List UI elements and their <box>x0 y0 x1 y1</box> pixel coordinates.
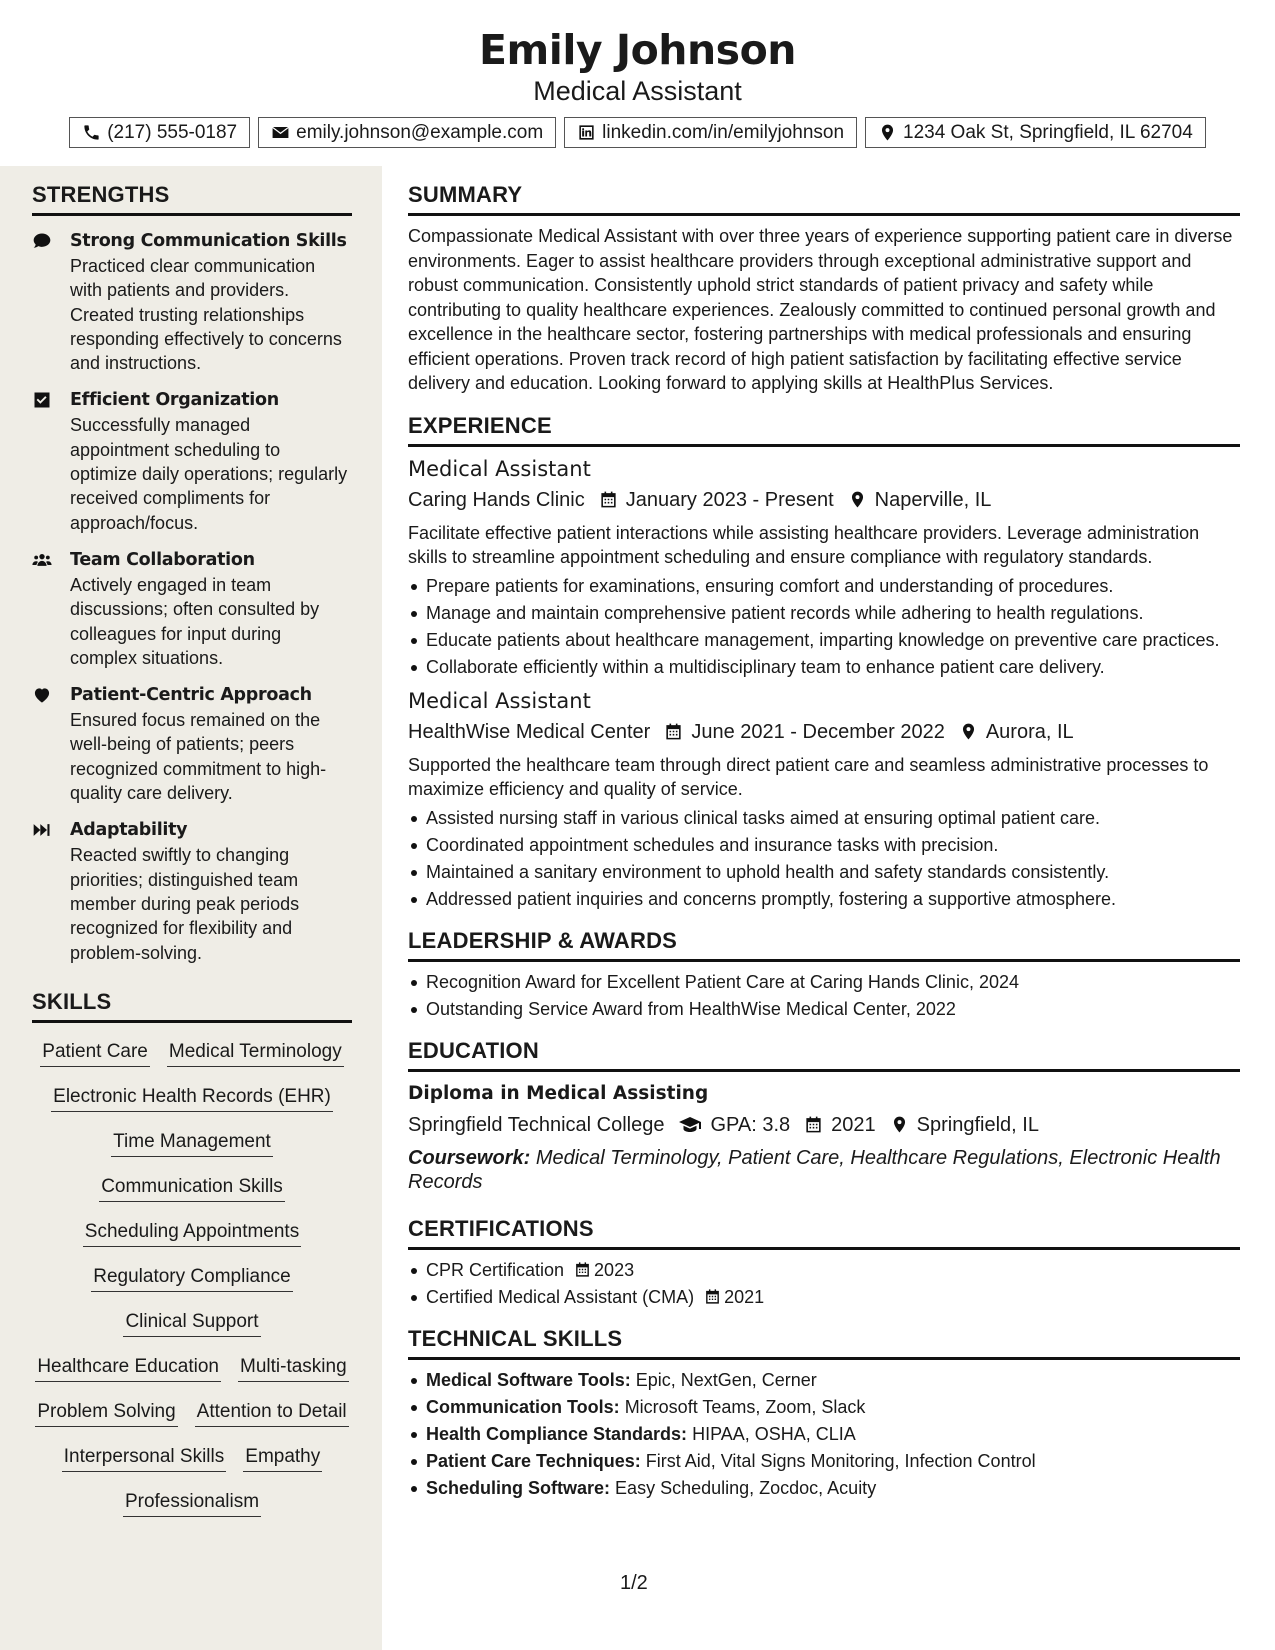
degree-title: Diploma in Medical Assisting <box>408 1082 709 1104</box>
graduation-cap-icon <box>678 1113 702 1137</box>
main-content <box>408 166 1240 1503</box>
coursework-list: Medical Terminology, Patient Care, Healthcare Regulations, Electronic Health Records <box>408 1146 1221 1193</box>
envelope-icon <box>271 123 290 142</box>
strength-title: Efficient Organization <box>70 390 279 411</box>
strength-item <box>32 547 350 670</box>
skill-tag: Scheduling Appointments <box>83 1219 301 1247</box>
calendar-icon <box>574 1261 591 1278</box>
contact-bar <box>0 117 1275 148</box>
contact-address[interactable] <box>865 117 1206 148</box>
strength-item <box>32 387 350 534</box>
technical-skill-item <box>408 1449 1240 1473</box>
strength-text: Successfully managed appointment scheduling to optimize daily operations; regularly received compliments for approach/focus. <box>70 415 348 533</box>
strength-item <box>32 682 350 805</box>
map-pin-icon <box>848 490 867 509</box>
job-company: HealthWise Medical Center <box>408 720 651 743</box>
list-item: Assisted nursing staff in various clinical tasks aimed at ensuring optimal patient care. <box>408 806 1240 830</box>
technical-skill-item <box>408 1368 1240 1392</box>
map-pin-icon <box>959 722 978 741</box>
skill-tag: Regulatory Compliance <box>91 1264 293 1292</box>
technical-skill-item <box>408 1395 1240 1419</box>
map-pin-icon <box>890 1115 909 1134</box>
contact-linkedin[interactable] <box>564 117 857 148</box>
school-name: Springfield Technical College <box>408 1113 665 1136</box>
strength-text: Practiced clear communication with patients and providers. Created trusting relationships responding effectively to concerns and instructions. <box>70 256 342 374</box>
technical-skills-heading: TECHNICAL SKILLS <box>408 1326 1240 1360</box>
job-location: Aurora, IL <box>985 720 1074 743</box>
list-item: Prepare patients for examinations, ensuring comfort and understanding of procedures. <box>408 574 1240 598</box>
contact-email[interactable] <box>258 117 556 148</box>
fast-forward-icon <box>32 820 52 840</box>
list-item: Maintained a sanitary environment to uphold health and safety standards consistently. <box>408 860 1240 884</box>
education-heading: EDUCATION <box>408 1038 1240 1072</box>
strength-text: Actively engaged in team discussions; often consulted by colleagues for input during complex situations. <box>70 574 320 668</box>
job-company: Caring Hands Clinic <box>408 488 585 511</box>
contact-phone[interactable] <box>69 117 250 148</box>
certification-item <box>408 1285 1240 1309</box>
resume-header <box>0 0 1275 148</box>
summary-heading: SUMMARY <box>408 182 1240 216</box>
contact-linkedin-text: linkedin.com/in/emilyjohnson <box>602 121 845 143</box>
linkedin-icon <box>577 123 596 142</box>
certification-name: Certified Medical Assistant (CMA) <box>426 1286 695 1307</box>
technical-skill-value: Microsoft Teams, Zoom, Slack <box>624 1396 866 1417</box>
job-description: Facilitate effective patient interactions while assisting healthcare providers. Leverage administration skills to streamline appointment scheduling and ensure compliance with regulatory standards. <box>408 522 1200 567</box>
technical-skill-label: Patient Care Techniques: <box>426 1450 641 1471</box>
technical-skill-label: Health Compliance Standards: <box>426 1423 688 1444</box>
skill-tag: Communication Skills <box>99 1174 285 1202</box>
coursework-label: Coursework: <box>408 1146 531 1169</box>
calendar-icon <box>704 1288 721 1305</box>
skill-tag: Attention to Detail <box>195 1399 349 1427</box>
technical-skill-label: Medical Software Tools: <box>426 1369 631 1390</box>
skill-tag: Professionalism <box>123 1489 261 1517</box>
contact-email-text: emily.johnson@example.com <box>296 121 544 143</box>
page-number: 1/2 <box>620 1572 648 1594</box>
job-dates: June 2021 - December 2022 <box>691 720 945 743</box>
technical-skill-item <box>408 1422 1240 1446</box>
technical-skill-label: Scheduling Software: <box>426 1477 611 1498</box>
coursework <box>408 1146 1240 1194</box>
strength-title: Adaptability <box>70 820 188 841</box>
job-entry <box>408 688 1240 911</box>
technical-skill-item <box>408 1476 1240 1500</box>
certification-item <box>408 1258 1240 1282</box>
list-item: Coordinated appointment schedules and insurance tasks with precision. <box>408 833 1240 857</box>
graduation-year: 2021 <box>831 1113 876 1136</box>
sidebar <box>0 166 382 1650</box>
candidate-role: Medical Assistant <box>533 76 742 106</box>
users-icon <box>32 550 52 570</box>
skill-tag: Empathy <box>243 1444 322 1472</box>
list-item: Recognition Award for Excellent Patient Care at Caring Hands Clinic, 2024 <box>408 970 1240 994</box>
skill-tag: Interpersonal Skills <box>62 1444 227 1472</box>
certification-name: CPR Certification <box>426 1259 565 1280</box>
phone-icon <box>82 123 101 142</box>
technical-skills-list <box>408 1368 1240 1500</box>
technical-skill-value: Epic, NextGen, Cerner <box>635 1369 817 1390</box>
contact-address-text: 1234 Oak St, Springfield, IL 62704 <box>903 121 1193 143</box>
job-description: Supported the healthcare team through direct patient care and seamless administrative processes to maximize efficiency and quality of service. <box>408 754 1209 799</box>
awards-list <box>408 970 1240 1021</box>
job-entry <box>408 456 1240 679</box>
skill-tag: Multi-tasking <box>238 1354 349 1382</box>
strengths-heading: STRENGTHS <box>32 182 352 216</box>
strength-title: Patient-Centric Approach <box>70 685 312 706</box>
list-item: Educate patients about healthcare management, imparting knowledge on preventive care practices. <box>408 628 1240 652</box>
speech-bubble-icon <box>32 231 52 251</box>
job-meta <box>408 485 1240 515</box>
skill-tag: Problem Solving <box>35 1399 177 1427</box>
contact-phone-text: (217) 555-0187 <box>107 121 238 143</box>
calendar-icon <box>664 722 683 741</box>
skill-tag: Electronic Health Records (EHR) <box>51 1084 333 1112</box>
candidate-name: Emily Johnson <box>479 26 796 74</box>
awards-heading: LEADERSHIP & AWARDS <box>408 928 1240 962</box>
strength-text: Reacted swiftly to changing priorities; distinguished team member during peak periods recognized for flexibility and problem-solving. <box>70 845 300 963</box>
skill-tag: Patient Care <box>40 1039 150 1067</box>
skills-list <box>32 1039 352 1534</box>
education-meta <box>408 1110 1240 1140</box>
skill-tag: Clinical Support <box>123 1309 260 1337</box>
strength-text: Ensured focus remained on the well-being of patients; peers recognized commitment to high-quality care delivery. <box>70 710 327 804</box>
job-title: Medical Assistant <box>408 456 591 481</box>
list-item: Manage and maintain comprehensive patient records while adhering to health regulations. <box>408 601 1240 625</box>
technical-skill-value: Easy Scheduling, Zocdoc, Acuity <box>615 1477 877 1498</box>
heart-icon <box>32 685 52 705</box>
job-title: Medical Assistant <box>408 688 591 713</box>
technical-skill-label: Communication Tools: <box>426 1396 620 1417</box>
skill-tag: Time Management <box>111 1129 273 1157</box>
skill-tag: Healthcare Education <box>35 1354 221 1382</box>
job-dates: January 2023 - Present <box>625 488 834 511</box>
certifications-heading: CERTIFICATIONS <box>408 1216 1240 1250</box>
certification-year: 2021 <box>724 1286 765 1307</box>
job-meta <box>408 717 1240 747</box>
certification-year: 2023 <box>594 1259 635 1280</box>
experience-heading: EXPERIENCE <box>408 413 1240 447</box>
technical-skill-value: First Aid, Vital Signs Monitoring, Infection Control <box>645 1450 1036 1471</box>
certifications-list <box>408 1258 1240 1309</box>
list-item: Outstanding Service Award from HealthWise Medical Center, 2022 <box>408 997 1240 1021</box>
calendar-icon <box>599 490 618 509</box>
job-location: Naperville, IL <box>874 488 992 511</box>
checkbox-icon <box>32 390 52 410</box>
map-pin-icon <box>878 123 897 142</box>
strength-item <box>32 817 350 964</box>
strength-title: Strong Communication Skills <box>70 231 347 251</box>
gpa: GPA: 3.8 <box>710 1113 791 1136</box>
list-item: Addressed patient inquiries and concerns promptly, fostering a supportive atmosphere. <box>408 887 1240 911</box>
skill-tag: Medical Terminology <box>167 1039 344 1067</box>
job-bullets <box>408 574 1240 679</box>
technical-skill-value: HIPAA, OSHA, CLIA <box>692 1423 856 1444</box>
skills-heading: SKILLS <box>32 989 352 1023</box>
job-bullets <box>408 806 1240 911</box>
education-location: Springfield, IL <box>916 1113 1039 1136</box>
calendar-icon <box>804 1115 823 1134</box>
list-item: Collaborate efficiently within a multidisciplinary team to enhance patient care delivery. <box>408 655 1240 679</box>
strength-title: Team Collaboration <box>70 549 255 570</box>
strength-item <box>32 228 350 375</box>
summary-text: Compassionate Medical Assistant with over three years of experience supporting patient care in diverse environments. Eager to assist healthcare providers through exceptional administrative support and robust communication. Consistently uphold strict standards of patient privacy and safety while contributing to quality healthcare experiences. Zealously committed to continued personal growth and excellence in the healthcare sector, fostering partnerships with medical professionals and ensuring efficient operations. Proven track record of high patient satisfaction by facilitating effective service delivery and education. Looking forward to applying skills at HealthPlus Services. <box>408 226 1233 393</box>
